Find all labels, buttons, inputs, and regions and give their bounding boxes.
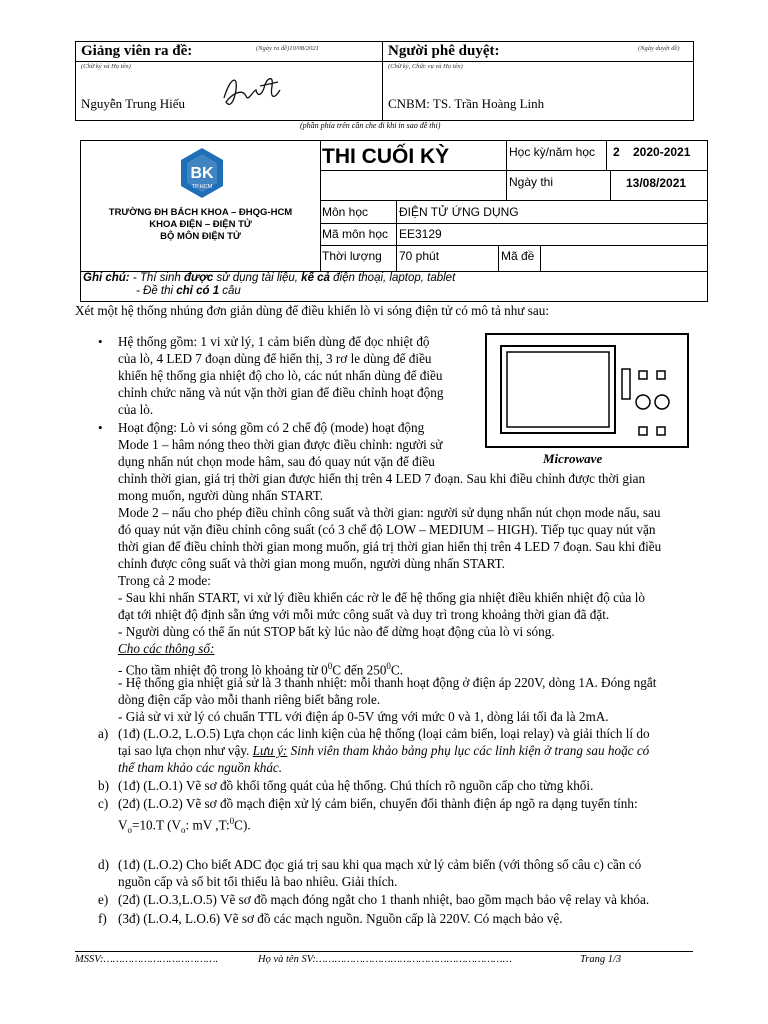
bullet2-line5: mong muốn, người dùng nhấn START. [118,488,324,503]
bullet2-line1: Hoạt động: Lò vi sóng gồm có 2 chế độ (mode) hoạt động [118,420,425,435]
bullet2-line6: Mode 2 – nấu cho phép điều chỉnh công suất và thời gian: người sử dụng nhấn nút chọn mode nấu, sau [118,505,661,520]
question-d-line2: nguồn cấp và số bit tối thiểu là bao nhiêu. Giải thích. [118,874,398,889]
question-c-line1: (2đ) (L.O.2) Vẽ sơ đồ mạch điện xử lý cảm biến, chuyển đổi thành điện áp ngõ ra dạng tuyến tính: [118,796,638,811]
bullet1-line5: của lò. [118,402,154,417]
subject-label: Môn học [322,205,369,219]
bullet2-line13: - Người dùng có thể ấn nút STOP bất kỳ lúc nào để dừng hoạt động của lò vi sóng. [118,624,555,639]
bullet1-line2: của lò, 4 LED 7 đoạn dùng để hiển thị, 3 rơ le dùng để điều [118,351,432,366]
school-line-2: KHOA ĐIỆN – ĐIỆN TỬ [149,219,252,230]
subject-value: ĐIỆN TỬ ỨNG DỤNG [399,205,519,219]
bullet1-line1: Hệ thống gồm: 1 vi xử lý, 1 cảm biến dùng để đọc nhiệt độ [118,334,430,349]
code-value: EE3129 [399,227,442,241]
question-b: (1đ) (L.O.1) Vẽ sơ đồ khối tổng quát của hệ thống. Chú thích rõ nguồn cấp cho từng khối. [118,778,594,793]
lecturer-name: Nguyễn Trung Hiếu [81,96,186,111]
approval-box [75,41,694,121]
param-mcu: - Giả sử vi xử lý có chuẩn TTL với điện áp 0-5V ứng với mức 0 và 1, dòng lái tối đa là 2mA. [118,709,609,724]
school-info [81,141,321,271]
semester-value: 2 [613,145,620,159]
code-label: Mã môn học [322,227,389,241]
footer-mssv: MSSV:………………………………. [75,954,219,965]
bullet2-line4: chỉnh thời gian, giá trị thời gian được hiển thị trên 4 LED 7 đoạn. Sau khi điều chỉnh được thời gian [118,471,646,486]
question-d-line1: (1đ) (L.O.2) Cho biết ADC đọc giá trị sau khi qua mạch xử lý cảm biến (với thông số câu c) cần có [118,857,642,872]
cut-note: (phần phía trên cần che đi khi in sao đề thi) [300,121,441,130]
exam-code-label: Mã đề [501,249,535,263]
approver-name: CNBM: TS. Trần Hoàng Linh [388,96,545,111]
note-label: Ghi chú: [83,272,130,284]
logo-sub: TP.HCM [191,184,213,190]
question-a-line1: (1đ) (L.O.2, L.O.5) Lựa chọn các linh kiện của hệ thống (loại cảm biến, loại relay) và giải thích lí do [118,726,650,741]
microwave-figure [485,333,689,448]
question-f: (3đ) (L.O.4, L.O.6) Vẽ sơ đồ các mạch nguồn. Nguồn cấp là 220V. Có mạch bảo vệ. [118,911,563,926]
question-c-line2: $V_o=10.T$ ($V_o$: mV ,T:$^0$C). [118,816,251,836]
signature-image [216,68,286,113]
bullet2-line8: thời gian để điều chỉnh thời gian mong muốn, giá trị thời gian hiển thị trên 4 LED 7 đoạn. Sau khi điều [118,539,662,554]
question-a-marker: a) [98,726,109,741]
bullet2-line10: Trong cả 2 mode: [118,573,211,588]
school-logo-icon [180,147,224,199]
bullet2-line9: chỉnh được công suất và thời gian mong muốn, người dùng nhấn START. [118,556,505,571]
exam-note: Ghi chú: - Thí sinh được sử dụng tài liệu, kể cả điện thoại, laptop, tablet - Đề thi chỉ có 1 câu [83,272,456,297]
footer-student-name: Họ và tên SV:……………………………………………………… [258,954,512,965]
date-value: 13/08/2021 [626,176,687,190]
bullet2-line11: - Sau khi nhấn START, vi xử lý điều khiển các rờ le để hệ thống gia nhiệt điều khiển nhiệt độ của lò [118,590,645,605]
question-a-line2: tại sao lựa chọn như vậy. Lưu ý: Sinh viên tham khảo bảng phụ lục các linh kiện ở trang sau hoặc có [118,743,650,758]
date-label: Ngày thi [509,175,554,189]
bullet1-line3: khiển hệ thống gia nhiệt độ cho lò, các nút nhấn dùng để điều [118,368,443,383]
logo-text: BK [190,165,214,182]
school-line-3: BỘ MÔN ĐIỆN TỬ [160,231,241,242]
approver-label: Người phê duyệt: [388,43,500,59]
question-f-marker: f) [98,911,107,926]
approver-column [383,42,693,120]
duration-value: 70 phút [399,249,440,263]
footer-page-number: Trang 1/3 [580,954,622,965]
approver-date-hint: (Ngày duyệt đề) [638,45,680,52]
question-e-marker: e) [98,892,109,907]
exam-title: THI CUỐI KỲ [322,145,450,168]
question-b-marker: b) [98,778,109,793]
param-heater-line1: - Hệ thống gia nhiệt giả sử là 3 thanh nhiệt: mỗi thanh hoạt động ở điện áp 220V, dòng 1A. Đóng ngắt [118,675,657,690]
intro-text: Xét một hệ thống nhúng đơn giản dùng để điều khiển lò vi sóng điện tử có mô tả như sau: [75,303,549,318]
lecturer-sign-hint: (Chữ ký và Họ tên) [81,63,131,70]
param-temp-range: - Cho tầm nhiệt độ trong lò khoảng từ $0^0C$ đến $250^0C$. [118,661,404,678]
lecturer-label: Giảng viên ra đề: [81,43,193,59]
lecturer-column [76,42,383,120]
year-value: 2020-2021 [633,145,691,159]
bullet2-line2: Mode 1 – hâm nóng theo thời gian được điều chỉnh: người sử [118,437,443,452]
duration-label: Thời lượng [322,249,382,263]
bullet2-line7: đó quay nút vặn điều chỉnh công suất (có 3 chế độ LOW – MEDIUM – HIGH). Tiếp tục quay nút vặn [118,522,656,537]
param-heater-line2: dòng điện cấp vào mỗi thanh riêng biết bằng role. [118,692,381,707]
microwave-icon [487,335,687,446]
bullet2-line12: đạt tới nhiệt độ định sẵn ứng với mỗi mức công suất và duy trì trong khoảng thời gian đã đặt. [118,607,610,622]
semester-label: Học kỳ/năm học [509,145,596,159]
question-d-marker: d) [98,857,109,872]
lecturer-date-hint: (Ngày ra đề)10/08/2021 [256,45,319,52]
exam-header-table [80,140,708,302]
question-c-marker: c) [98,796,109,811]
microwave-caption: Microwave [543,451,603,466]
bullet2-line3: dụng nhấn nút chọn mode hâm, sau đó quay nút vặn để điều [118,454,435,469]
bullet1-line4: chỉnh chức năng và nút vặn thời gian để điều chỉnh hoạt động [118,385,444,400]
approver-sign-hint: (Chữ ký, Chức vụ và Họ tên) [388,63,463,70]
question-e: (2đ) (L.O.3,L.O.5) Vẽ sơ đồ mạch đóng ngắt cho 1 thanh nhiệt, bao gồm mạch bảo vệ relay và khóa. [118,892,650,907]
school-line-1: TRƯỜNG ĐH BÁCH KHOA – ĐHQG-HCM [108,207,293,218]
params-title: Cho các thông số: [118,641,215,656]
question-a-line3: thể tham khảo các nguồn khác. [118,760,283,775]
